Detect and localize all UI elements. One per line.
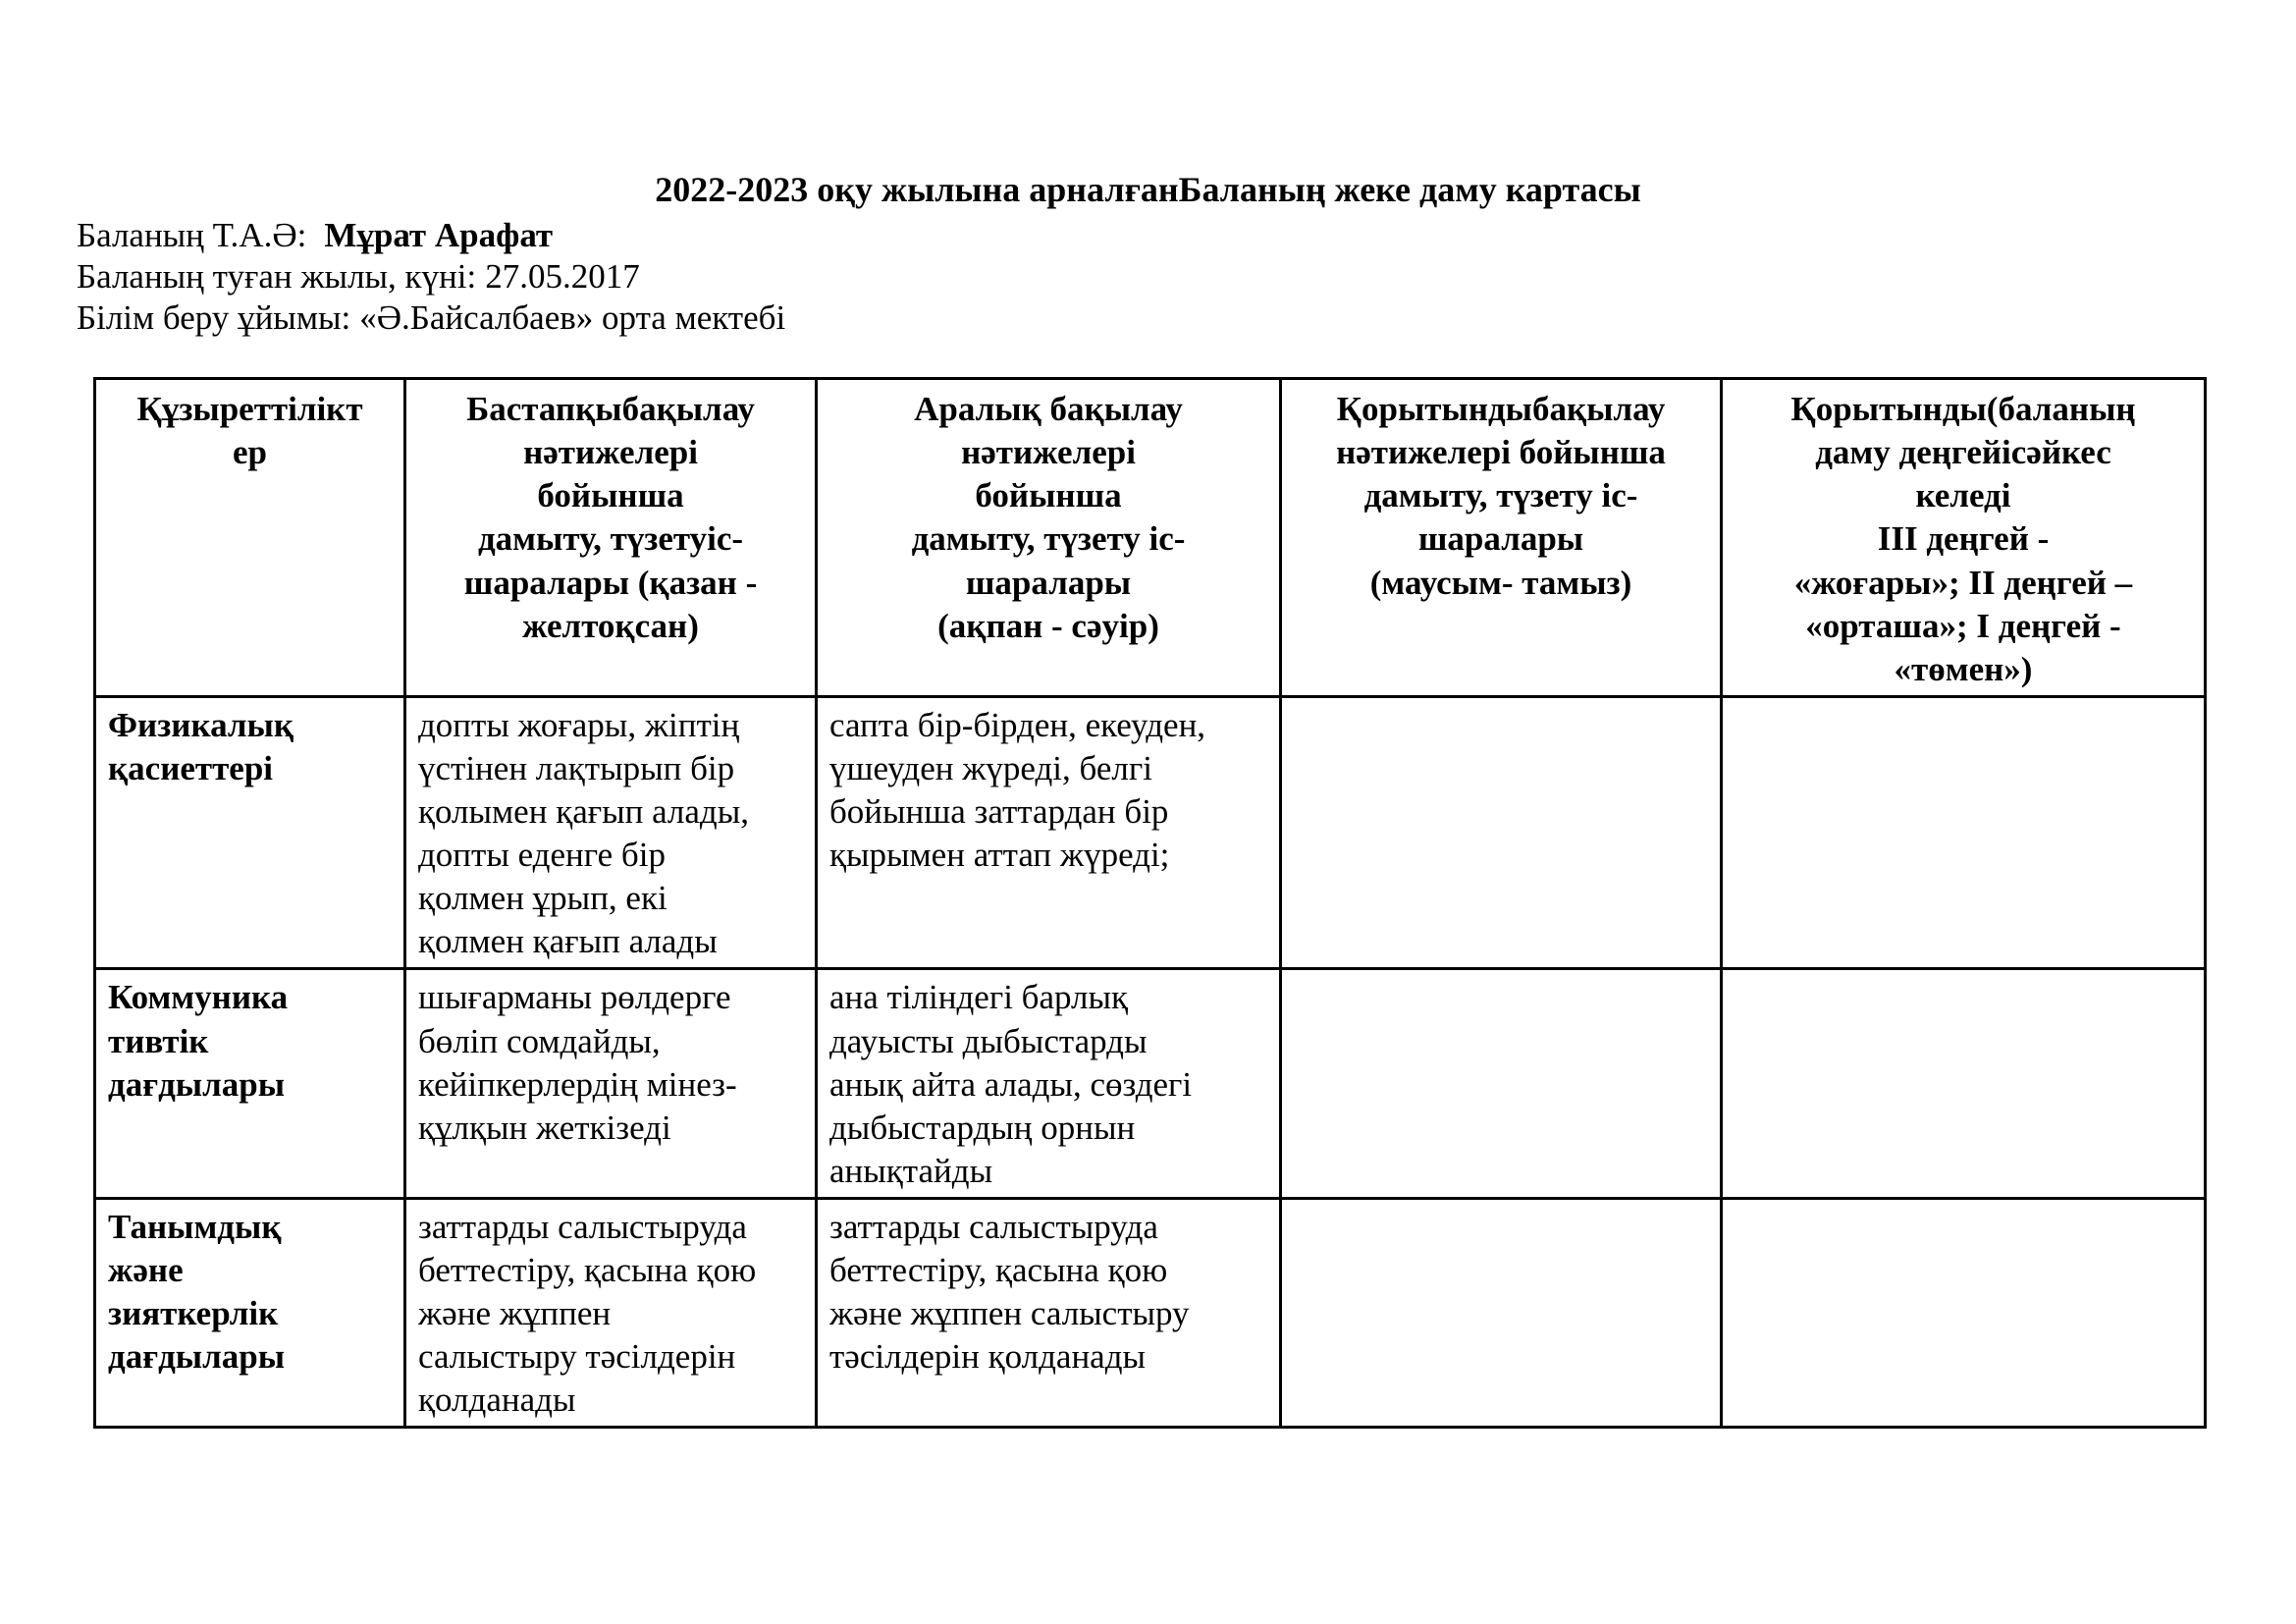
cell-cognitive-interim: заттарды салыстыруда беттестіру, қасына қою және жұппен салыстыру тәсілдерін қолданады (817, 1198, 1281, 1427)
child-name-label: Баланың Т.А.Ә: (77, 216, 307, 255)
cell-communicative-final (1281, 969, 1722, 1198)
row-category-physical: Физикалық қасиеттері (95, 696, 405, 969)
cell-physical-conclusion (1722, 696, 2206, 969)
header-interim-monitoring: Аралық бақылау нәтижелері бойынша дамыту, түзету іс- шаралары (ақпан - сәуір) (817, 379, 1281, 697)
birth-date-label: Баланың туған жылы, күні: (77, 257, 477, 297)
cell-physical-final (1281, 696, 1722, 969)
row-category-communicative: Коммуника тивтік дағдылары (95, 969, 405, 1198)
development-table (93, 377, 2207, 1429)
table-header-row (95, 379, 2206, 697)
page-title: 2022-2023 оқу жылына арналғанБаланың жеке даму картасы (655, 170, 1641, 209)
cell-communicative-initial: шығарманы рөлдерге бөліп сомдайды, кейіпкерлердің мінез- құлқын жеткізеді (405, 969, 817, 1198)
cell-cognitive-initial: заттарды салыстыруда беттестіру, қасына қою және жұппен салыстыру тәсілдерін қолданады (405, 1198, 817, 1427)
table-row-communicative (95, 969, 2206, 1198)
child-name-value: Мұрат Арафат (324, 216, 554, 255)
info-line-school (77, 298, 2296, 339)
birth-date-value: 27.05.2017 (485, 257, 640, 297)
info-line-child-name (77, 215, 2296, 256)
cell-communicative-conclusion (1722, 969, 2206, 1198)
table-row-cognitive (95, 1198, 2206, 1427)
header-conclusion: Қорытынды(баланың даму деңгейісәйкес келеді III деңгей - «жоғары»; II деңгей – «орташа»; I деңгей - «төмен») (1722, 379, 2206, 697)
cell-cognitive-final (1281, 1198, 1722, 1427)
cell-physical-initial: допты жоғары, жіптің үстінен лақтырып бір қолымен қағып алады, допты еденге бір қолмен ұрып, екі қолмен қағып алады (405, 696, 817, 969)
cell-physical-interim: сапта бір-бірден, екеуден, үшеуден жүреді, белгі бойынша заттардан бір қырымен аттап жүреді; (817, 696, 1281, 969)
cell-communicative-interim: ана тіліндегі барлық дауысты дыбыстарды анық айта алады, сөздегі дыбыстардың орнын анықтайды (817, 969, 1281, 1198)
table-row-physical (95, 696, 2206, 969)
header-initial-monitoring: Бастапқыбақылау нәтижелері бойынша дамыту, түзетуіс- шаралары (қазан - желтоқсан) (405, 379, 817, 697)
row-category-cognitive: Танымдық және зияткерлік дағдылары (95, 1198, 405, 1427)
info-block (77, 215, 2296, 339)
info-line-birth-date (77, 256, 2296, 298)
school-value: «Ә.Байсалбаев» орта мектебі (359, 298, 786, 338)
header-competencies: Құзыреттілікт ер (95, 379, 405, 697)
school-label: Білім беру ұйымы: (77, 298, 351, 338)
cell-cognitive-conclusion (1722, 1198, 2206, 1427)
header-final-monitoring: Қорытындыбақылау нәтижелері бойынша дамыту, түзету іс- шаралары (маусым- тамыз) (1281, 379, 1722, 697)
